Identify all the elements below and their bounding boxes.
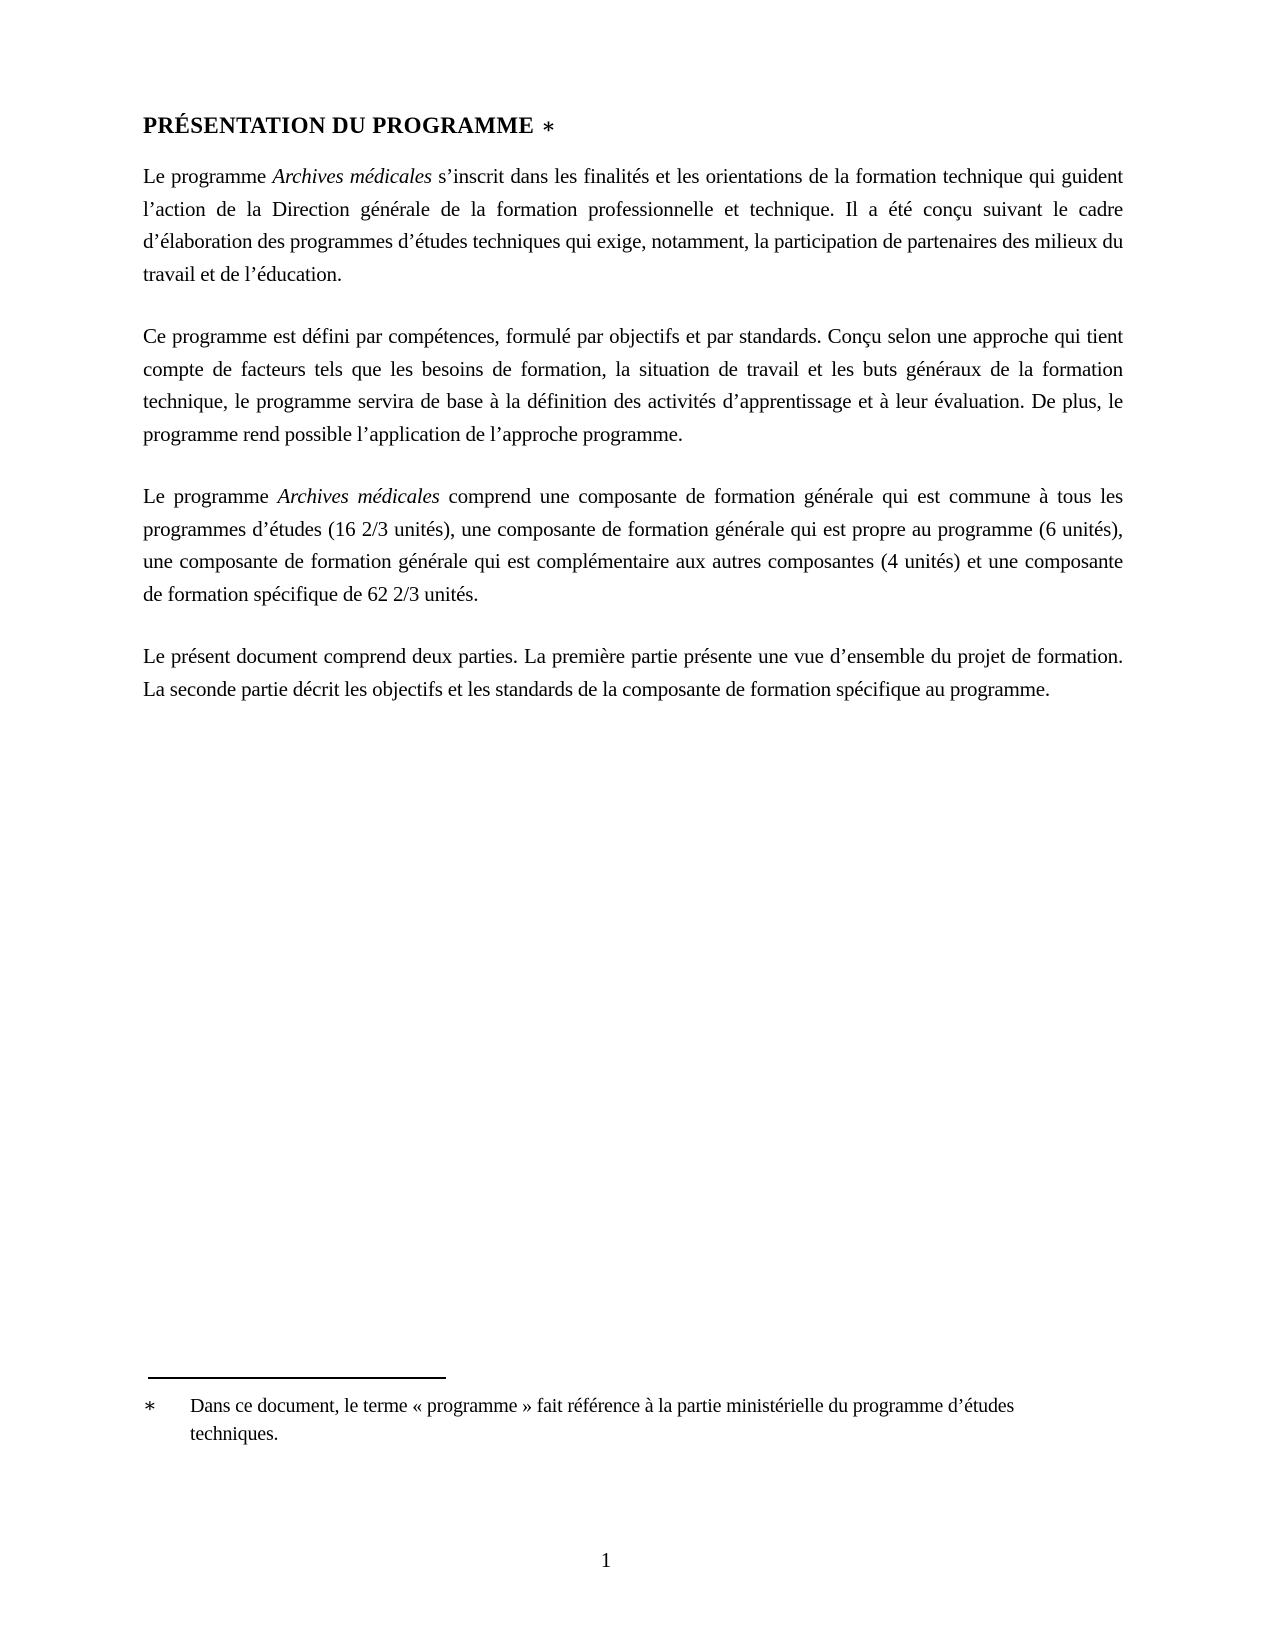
program-name: Archives médicales (272, 164, 432, 188)
title-footnote-marker: ∗ (541, 114, 557, 139)
document-body (143, 160, 1123, 735)
paragraph-4: Le présent document comprend deux parties. La première partie présente une vue d’ensemble du projet de formation. La seconde partie décrit les objectifs et les standards de la composante de formation spécifique au programme. (143, 644, 1123, 701)
paragraph-3-rest: comprend une composante de formation générale qui est commune à tous les programmes d’études (16 2/3 unités), une composante de formation générale qui est propre au programme (6 unités), une composante de formation générale qui est complémentaire aux autres composantes (4 unités) et une composante de formation spécifique de 62 2/3 unités. (143, 484, 1123, 606)
footnote-text: Dans ce document, le terme « programme » fait référence à la partie ministérielle du programme d’études techniques. (190, 1395, 1015, 1445)
footnote-separator-rule (148, 1377, 446, 1379)
paragraph-3 (143, 480, 1123, 610)
footnote-marker: ∗ (143, 1395, 157, 1417)
program-name: Archives médicales (277, 484, 440, 508)
paragraph-2: Ce programme est défini par compétences, formulé par objectifs et par standards. Conçu selon une approche qui tient compte de facteurs tels que les besoins de formation, la situation de travail et les buts généraux de la formation technique, le programme servira de base à la définition des activités d’apprentissage et à leur évaluation. De plus, le programme rend possible l’application de l’approche programme. (143, 324, 1123, 446)
page-title-text: PRÉSENTATION DU PROGRAMME (143, 113, 535, 139)
paragraph-3-prefix: Le programme (143, 484, 278, 508)
paragraph-1-rest: s’inscrit dans les finalités et les orientations de la formation technique qui guident l’action de la Direction générale de la formation professionnelle et technique. Il a été conçu suivant le cadre d’élaboration des programmes d’études techniques qui exige, notamment, la participation de partenaires des milieux du travail et de l’éducation. (143, 164, 1123, 286)
paragraph-1 (143, 160, 1123, 290)
page-title (143, 113, 556, 139)
paragraph-1-prefix: Le programme (143, 164, 273, 188)
footnote (143, 1392, 1027, 1448)
page-number: 1 (600, 1548, 612, 1572)
